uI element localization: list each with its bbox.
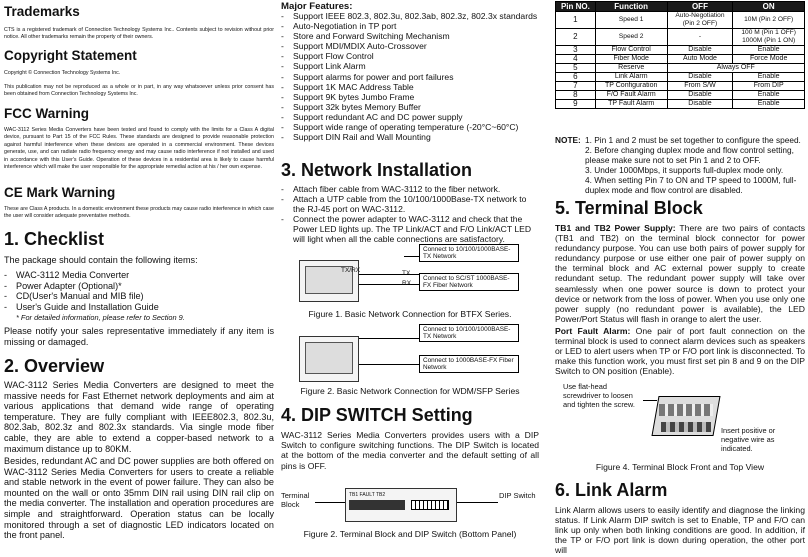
board-label: TB1 FAULT TB2: [349, 492, 386, 498]
link-alarm-text: Link Alarm allows users to easily identify and diagnose the linking status. If Link Alarm DIP switch is set to Enable, TP and F/O can link up only when both linking conditions are good. In addition, if the TP or F/O port link is down during operation, the other port will: [555, 505, 805, 556]
list-item: - Support 9K bytes Jumbo Frame: [281, 92, 539, 102]
list-item: - Support IEEE 802.3, 802.3u, 802.3ab, 802.3z, 802.3x standards: [281, 11, 539, 21]
table-cell: 8: [556, 91, 596, 100]
figure-1-caption: Figure 1. Basic Network Connection for BTFX Series.: [308, 309, 512, 319]
table-cell: 4: [556, 55, 596, 64]
checklist-title: 1. Checklist: [4, 229, 105, 249]
list-item: - Support 1K MAC Address Table: [281, 82, 539, 92]
connect-tx-box: Connect to 10/100/1000BASE-TX Network: [419, 244, 519, 262]
table-row: [556, 64, 805, 73]
table-cell: Link Alarm: [595, 73, 667, 82]
fcc-text: WAC-3112 Series Media Converters have been tested and found to comply with the limits for a Class A digital device, pursuant to Part 15 of the FCC Rules. These standards are designed to provide reasonable protection against harmful interference when these devices are operated in a commercial environment. These devices generate, use, and can radiate radio frequency energy and may cause radio interference if not installed and used in accordance with this User's Guide. Operation of these devices in a residential area is likely to cause harmful interference which will make the user responsible for the appropriate remedial action at his / her own expense.: [4, 127, 274, 171]
table-cell: Auto Mode: [667, 55, 733, 64]
checklist-footnote: * For detailed information, please refer to Section 9.: [16, 313, 185, 322]
label-txrx: TX/RX: [341, 267, 361, 274]
table-header-row: [556, 2, 805, 12]
table-cell: TP Configuration: [595, 82, 667, 91]
trademarks-title: Trademarks: [4, 4, 80, 19]
copyright-text: This publication may not be reproduced as a whole or in part, in any way whatsoever unless prior consent has been obtained from Connection Technology Systems Inc.: [4, 84, 274, 98]
installation-title: 3. Network Installation: [281, 160, 473, 180]
checklist-contact: Please notify your sales representative immediately if any item is missing or damaged.: [4, 326, 274, 347]
label-insert-wire: Insert positive or negative wire as indicated.: [721, 426, 776, 453]
list-item: - Power Adapter (Optional)*: [4, 281, 274, 292]
table-cell: Enable: [733, 91, 805, 100]
list-item: - Support alarms for power and port failures: [281, 72, 539, 82]
dip-table-body: [556, 12, 805, 109]
table-cell: From S/W: [667, 82, 733, 91]
table-cell: From DIP: [733, 82, 805, 91]
dip-switch-icon: [411, 500, 449, 510]
table-cell: F/O Fault Alarm: [595, 91, 667, 100]
table-cell: Enable: [733, 73, 805, 82]
notes-list: [585, 136, 805, 195]
table-cell: 7: [556, 82, 596, 91]
features-title: Major Features:: [281, 1, 353, 12]
ce-title: CE Mark Warning: [4, 185, 116, 200]
header-off: OFF: [667, 2, 733, 12]
list-item: 4. When setting Pin 7 to ON and TP speed to 1000M, full-duplex mode and flow control are disabled.: [585, 174, 797, 195]
table-cell: Speed 1: [595, 12, 667, 29]
table-cell: 5: [556, 64, 596, 73]
table-cell: 9: [556, 100, 596, 109]
table-cell: Disable: [667, 91, 733, 100]
table-cell: Disable: [667, 46, 733, 55]
list-item: - CD(User's Manual and MIB file): [4, 291, 274, 302]
trademarks-text: CTS is a registered trademark of Connection Technology Systems Inc.. Contents subject to revision without prior notice. All other trademarks remain the property of their owners.: [4, 27, 274, 41]
figure-3-diagram: [281, 486, 539, 526]
copyright-title: Copyright Statement: [4, 48, 137, 63]
table-row: [556, 82, 805, 91]
header-pin: Pin NO.: [556, 2, 596, 12]
table-cell: Reserve: [595, 64, 667, 73]
note-label: NOTE:: [555, 135, 581, 145]
list-item: - Attach fiber cable from WAC-3112 to the fiber network.: [281, 184, 539, 194]
table-row: [556, 46, 805, 55]
table-cell: 10M (Pin 2 OFF): [733, 12, 805, 29]
features-list: [281, 11, 539, 142]
terminal-block-connector: [349, 500, 405, 510]
list-item: - User's Guide and Installation Guide: [4, 302, 274, 313]
dip-title: 4. DIP SWITCH Setting: [281, 405, 473, 425]
table-row: [556, 91, 805, 100]
table-cell: Auto-Negotiation (Pin 2 OFF): [667, 12, 733, 29]
connect-fx-box: Connect to 1000BASE-FX Fiber Network: [419, 355, 519, 373]
ce-text: These are Class A products. In a domestic environment these products may cause radio interference in which case the user will consider adequate preventative methods.: [4, 206, 274, 220]
figure-4-diagram: [563, 382, 803, 458]
table-cell: Enable: [733, 46, 805, 55]
checklist-intro: The package should contain the following items:: [4, 255, 198, 265]
label-screwdriver: Use flat-head screwdriver to loosen and tighten the screw.: [563, 382, 635, 409]
copyright-line: Copyright © Connection Technology Systems Inc.: [4, 70, 121, 76]
terminal-p2: Port Fault Alarm: One pair of port fault connection on the terminal block is used to connect alarm devices such as speakers or LED to alert users when TP or F/O port link is disconnected. To make this function work, you must first set pin 8 and 9 on the DIP Switch to ON position (Enable).: [555, 326, 805, 377]
figure-2-diagram: [299, 324, 521, 384]
table-cell: 1: [556, 12, 596, 29]
list-item: - Support redundant AC and DC power supply: [281, 112, 539, 122]
terminal-title: 5. Terminal Block: [555, 198, 703, 218]
terminal-slots-icon: [661, 422, 711, 432]
table-cell: 3: [556, 46, 596, 55]
terminal-screws-icon: [659, 404, 713, 416]
table-cell: Enable: [733, 100, 805, 109]
table-cell: 6: [556, 73, 596, 82]
table-cell: 100 M (Pin 1 OFF) 1000M (Pin 1 ON): [733, 29, 805, 46]
table-row: [556, 55, 805, 64]
table-row: [556, 12, 805, 29]
list-item: - Support wide range of operating temperature (-20°C~60°C): [281, 122, 539, 132]
table-cell: -: [667, 29, 733, 46]
header-function: Function: [595, 2, 667, 12]
list-item: 2. Before changing duplex mode and flow control setting, please make sure not to set Pin 1 and 2 to OFF.: [585, 144, 794, 165]
list-item: - Support DIN Rail and Wall Mounting: [281, 132, 539, 142]
figure-4-caption: Figure 4. Terminal Block Front and Top View: [595, 462, 765, 472]
list-item: - WAC-3112 Media Converter: [4, 270, 274, 281]
list-item: 1. Pin 1 and 2 must be set together to configure the speed.: [585, 135, 801, 145]
dip-switch-table: [555, 1, 805, 109]
list-item: - Support 32k bytes Memory Buffer: [281, 102, 539, 112]
dip-text: WAC-3112 Series Media Converters provides users with a DIP Switch to configure switching functions. The DIP Switch is located at the bottom of the media converter and the default setting of all pins is OFF.: [281, 430, 539, 471]
checklist-list: [4, 270, 274, 312]
table-cell: Force Mode: [733, 55, 805, 64]
table-cell: Disable: [667, 100, 733, 109]
list-item: - Store and Forward Switching Mechanism: [281, 31, 539, 41]
installation-list: [281, 184, 539, 244]
overview-title: 2. Overview: [4, 356, 105, 376]
connect-fx-box: Connect to SC/ST 1000BASE-FX Fiber Network: [419, 273, 519, 291]
table-cell: Fiber Mode: [595, 55, 667, 64]
list-item: - Attach a UTP cable from the 10/100/1000Base-TX network to the RJ-45 port on WAC-3112.: [281, 194, 539, 214]
label-tx: TX: [402, 270, 411, 277]
label-dip-switch: DIP Switch: [499, 491, 536, 500]
header-on: ON: [733, 2, 805, 12]
list-item: - Support MDI/MDIX Auto-Crossover: [281, 41, 539, 51]
table-cell: Flow Control: [595, 46, 667, 55]
table-cell: Speed 2: [595, 29, 667, 46]
list-item: - Connect the power adapter to WAC-3112 and check that the Power LED lights up. The TP Link/ACT and F/O Link/ACT LED will light when all the cable connections are satisfactory.: [281, 214, 539, 244]
figure-1-diagram: [299, 244, 521, 304]
figure-2-caption: Figure 2. Basic Network Connection for WDM/SFP Series: [300, 386, 520, 396]
label-terminal-block: Terminal Block: [281, 491, 310, 509]
table-cell: 2: [556, 29, 596, 46]
list-item: - Support Link Alarm: [281, 61, 539, 71]
table-row: [556, 29, 805, 46]
table-cell: TP Fault Alarm: [595, 100, 667, 109]
figure-3-caption: Figure 2. Terminal Block and DIP Switch (Bottom Panel): [303, 529, 517, 539]
fcc-title: FCC Warning: [4, 106, 89, 121]
label-rx: RX: [402, 280, 412, 287]
table-cell: Disable: [667, 73, 733, 82]
list-item: 3. Under 1000Mbps, it supports full-duplex mode only.: [585, 164, 784, 175]
device-panel: [305, 342, 353, 374]
table-row: [556, 73, 805, 82]
terminal-p1: TB1 and TB2 Power Supply: There are two pairs of contacts (TB1 and TB2) on the terminal block connector for power redundancy purpose. You can use both pairs of power supply for redundancy purpose or use either one pair of power supply on the terminal block and AC external power supply to create redundant setup. The redundant power supply will take over seamlessly when one power source is down to protect your device or network from the loss of power. When you use only one power supply (no redundant power is available), the LED Power/Port Status will flash in orange to alert the user.: [555, 223, 805, 324]
table-cell: Always OFF: [667, 64, 804, 73]
list-item: - Support Flow Control: [281, 51, 539, 61]
connect-tx-box: Connect to 10/100/1000BASE-TX Network: [419, 324, 519, 342]
table-row: [556, 100, 805, 109]
link-alarm-title: 6. Link Alarm: [555, 480, 668, 500]
list-item: - Auto-Negotiation in TP port: [281, 21, 539, 31]
overview-p2: Besides, redundant AC and DC power supplies are both offered on WAC-3112 Series Media Converters for users to create a reliable and stable network in the event of power failure. They can also be mounted on the wall or onto 35mm DIN rail using DIN rail clip on the media converter. The installation and operation procedures are simple and straightforward. Operation status can be locally monitored through a set of diagnostic LED indicators located on the front panel.: [4, 456, 274, 541]
overview-p1: WAC-3112 Series Media Converters are designed to meet the massive needs for Fast Ethernet network deployments and aim at various applications that demand wide range of operating temperature. They are fully compliant with IEEE802.3, 802.3u, 802.3ab, 802.3z and 802.3x standards. Via single mode fiber cable, they are able to extend a copper-based network to a maximum distance up to 80KM.: [4, 380, 274, 454]
